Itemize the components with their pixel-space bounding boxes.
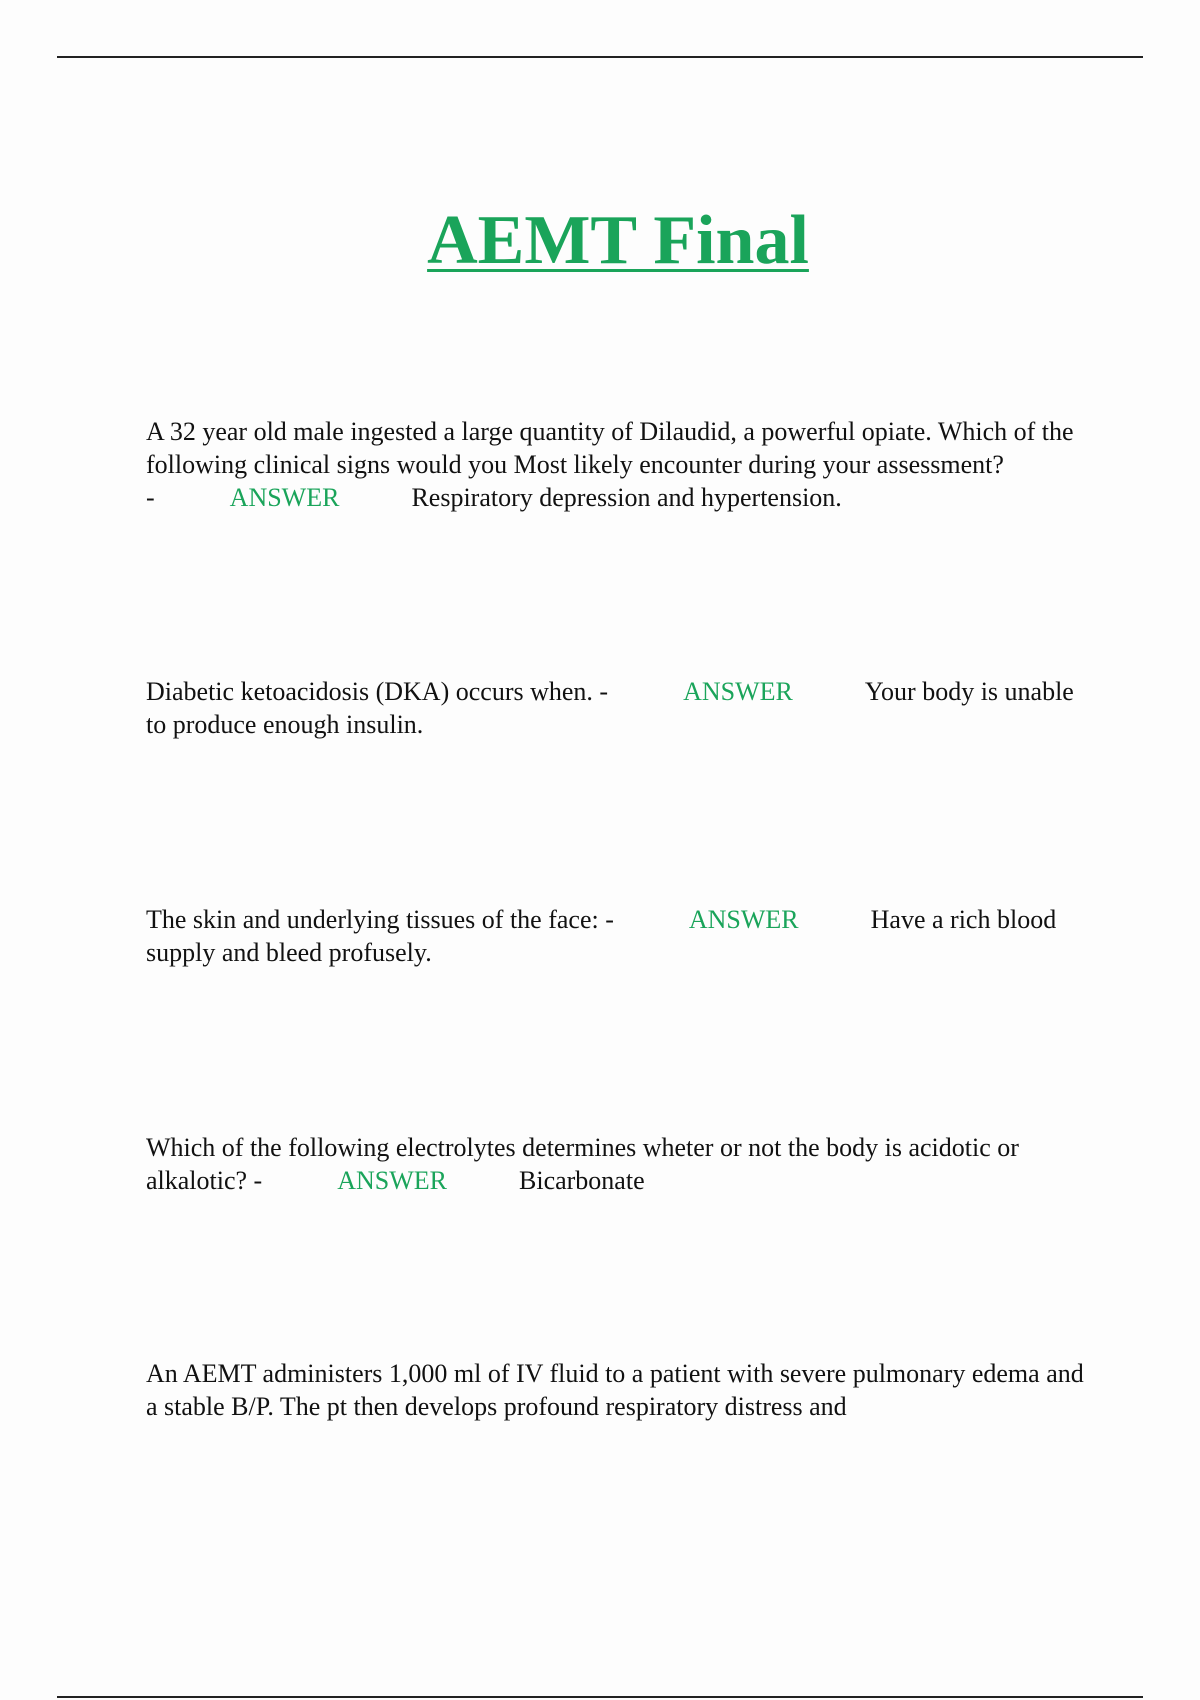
qa-item-2 <box>146 675 1086 741</box>
question-text: A 32 year old male ingested a large quantity of Dilaudid, a powerful opiate. Which of the following clinical signs would you Most likely encounter during your assessment? - <box>146 417 1074 512</box>
document-title <box>0 202 1200 279</box>
qa-item-5 <box>146 1357 1086 1423</box>
answer-label: ANSWER <box>688 905 799 934</box>
question-text: Diabetic ketoacidosis (DKA) occurs when. - <box>146 677 609 706</box>
bottom-rule <box>57 1696 1143 1698</box>
qa-item-4 <box>146 1131 1086 1197</box>
qa-item-1 <box>146 415 1086 514</box>
top-rule <box>57 56 1143 58</box>
answer-text: Bicarbonate <box>519 1166 645 1195</box>
answer-label: ANSWER <box>337 1166 447 1195</box>
question-text: Which of the following electrolytes determines wheter or not the body is acidotic or alkalotic? - <box>146 1133 1019 1195</box>
document-title-text: AEMT Final <box>427 202 809 279</box>
question-text: The skin and underlying tissues of the face: - <box>146 905 614 934</box>
question-text: An AEMT administers 1,000 ml of IV fluid to a patient with severe pulmonary edema and a stable B/P. The pt then develops profound respiratory distress and <box>146 1359 1084 1421</box>
answer-text: Respiratory depression and hypertension. <box>411 483 842 512</box>
answer-text: Have a rich blood supply and bleed profusely. <box>146 905 1057 967</box>
answer-label: ANSWER <box>683 677 793 706</box>
answer-label: ANSWER <box>229 483 340 512</box>
qa-item-3 <box>146 903 1086 969</box>
answer-text: Your body is unable to produce enough insulin. <box>146 677 1074 739</box>
